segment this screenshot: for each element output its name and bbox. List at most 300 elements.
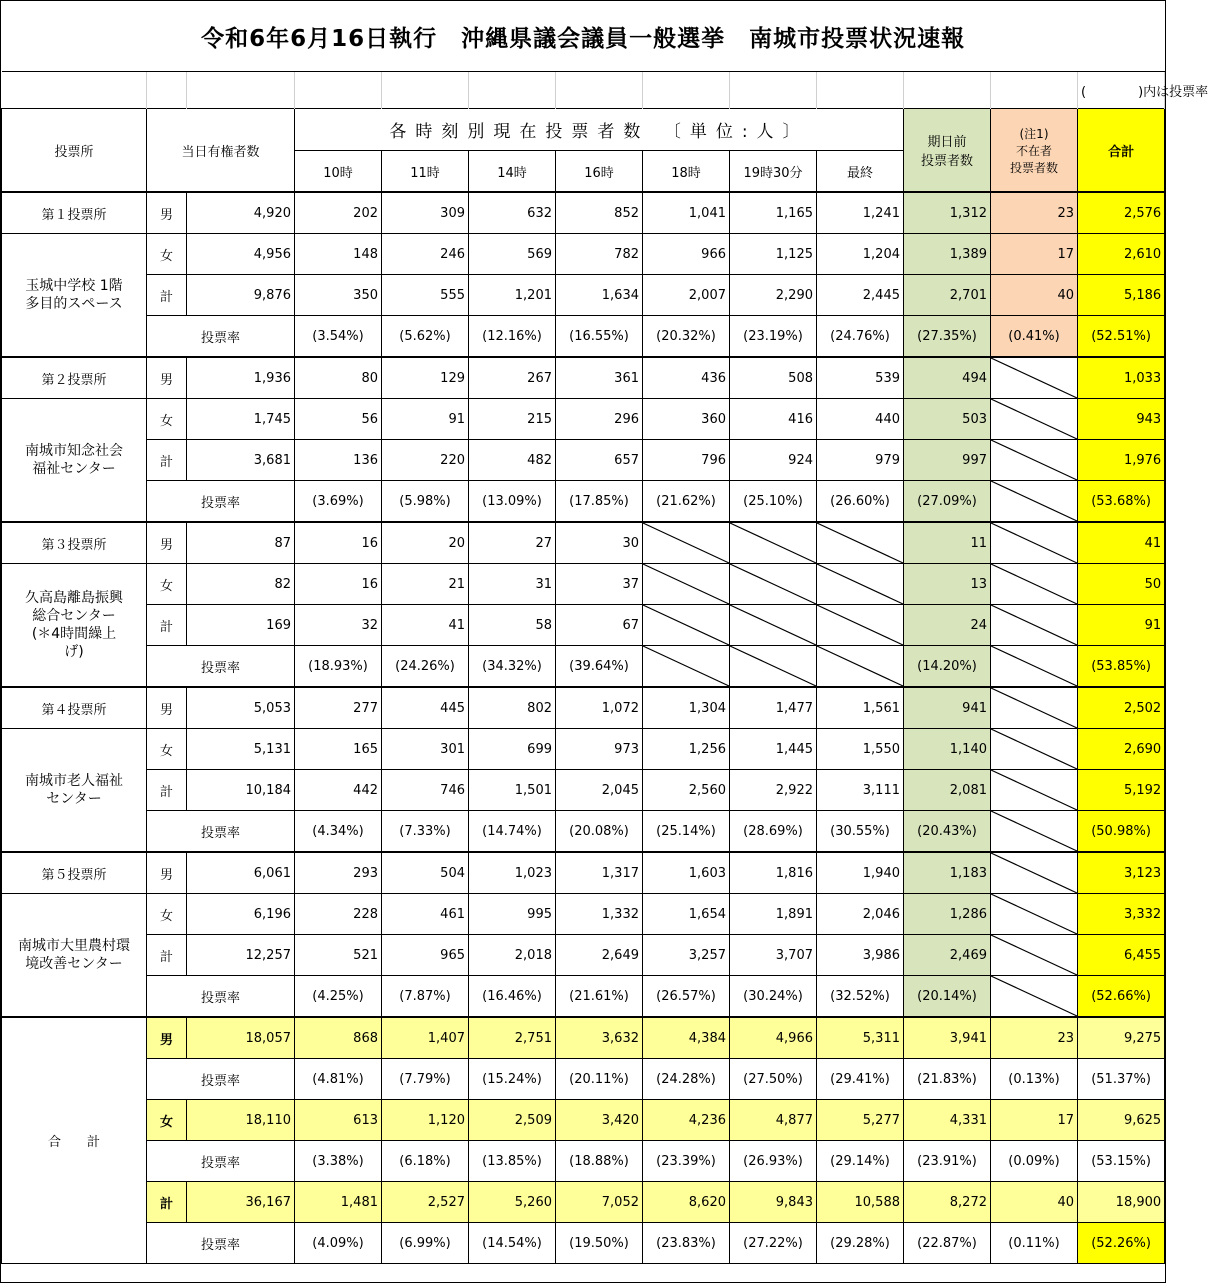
rate-cell: (4.25%): [295, 976, 382, 1018]
count-cell: 16: [295, 564, 382, 605]
count-cell: 30: [556, 522, 643, 564]
total-cell: 1,033: [1078, 357, 1165, 399]
empty-cell: [382, 72, 469, 109]
count-cell: 1,501: [469, 770, 556, 811]
count-cell: 1,304: [643, 687, 730, 729]
count-cell: 1,332: [556, 894, 643, 935]
header-voters: 当日有権者数: [147, 109, 295, 193]
voters-cell: 6,196: [187, 894, 295, 935]
empty-cell: [991, 646, 1078, 688]
summary-rate: (27.50%): [730, 1059, 817, 1100]
count-cell: 461: [382, 894, 469, 935]
table-row: [2, 522, 1165, 564]
rate-cell: (20.08%): [556, 811, 643, 853]
count-cell: 2,649: [556, 935, 643, 976]
summary-rate-absentee: (0.11%): [991, 1223, 1078, 1264]
count-cell: 1,241: [817, 192, 904, 234]
count-cell: 129: [382, 357, 469, 399]
empty-cell: [817, 564, 904, 605]
rate-cell: (17.85%): [556, 481, 643, 523]
diagonal-slash: [991, 523, 1077, 563]
header-time-0: 10時: [295, 151, 382, 193]
count-cell: 361: [556, 357, 643, 399]
diagonal-slash: [991, 853, 1077, 893]
table-row: [2, 1059, 1165, 1100]
empty-cell: [817, 605, 904, 646]
station-id: 第５投票所: [2, 852, 147, 894]
table-row: [2, 811, 1165, 853]
diagonal-slash: [991, 440, 1077, 480]
count-cell: 16: [295, 522, 382, 564]
diagonal-slash: [817, 646, 903, 686]
empty-cell: [643, 605, 730, 646]
count-cell: 1,072: [556, 687, 643, 729]
count-cell: 979: [817, 440, 904, 481]
early-cell: 941: [904, 687, 991, 729]
count-cell: 277: [295, 687, 382, 729]
summary-count: 4,236: [643, 1100, 730, 1141]
rate-cell: (3.54%): [295, 316, 382, 358]
count-cell: 924: [730, 440, 817, 481]
rate-total: (52.66%): [1078, 976, 1165, 1018]
table-row: [2, 687, 1165, 729]
count-cell: 2,290: [730, 275, 817, 316]
count-cell: 20: [382, 522, 469, 564]
early-cell: 24: [904, 605, 991, 646]
count-cell: 1,317: [556, 852, 643, 894]
count-cell: 555: [382, 275, 469, 316]
count-cell: 148: [295, 234, 382, 275]
count-cell: 521: [295, 935, 382, 976]
rate-cell: (25.14%): [643, 811, 730, 853]
rate-cell: (21.61%): [556, 976, 643, 1018]
count-cell: 2,018: [469, 935, 556, 976]
summary-voters: 36,167: [187, 1182, 295, 1223]
empty-cell: [991, 935, 1078, 976]
rate-cell: (7.87%): [382, 976, 469, 1018]
count-cell: 1,816: [730, 852, 817, 894]
station-id: 第４投票所: [2, 687, 147, 729]
summary-early: 4,331: [904, 1100, 991, 1141]
count-cell: 267: [469, 357, 556, 399]
rate-cell: (14.74%): [469, 811, 556, 853]
count-cell: 350: [295, 275, 382, 316]
rate-total: (53.85%): [1078, 646, 1165, 688]
empty-cell: [991, 522, 1078, 564]
count-cell: 796: [643, 440, 730, 481]
header-time-3: 16時: [556, 151, 643, 193]
gender-label: 計: [147, 770, 187, 811]
diagonal-slash: [991, 646, 1077, 686]
count-cell: 445: [382, 687, 469, 729]
total-cell: 50: [1078, 564, 1165, 605]
rate-cell: (39.64%): [556, 646, 643, 688]
empty-cell: [991, 357, 1078, 399]
station-place: 南城市大里農村環 境改善センター: [2, 894, 147, 1018]
summary-voters: 18,057: [187, 1017, 295, 1059]
voting-status-table: [1, 1, 1208, 1264]
empty-cell: [991, 399, 1078, 440]
diagonal-slash: [991, 935, 1077, 975]
count-cell: 2,045: [556, 770, 643, 811]
header-time-1: 11時: [382, 151, 469, 193]
early-cell: 1,389: [904, 234, 991, 275]
rate-cell: (28.69%): [730, 811, 817, 853]
summary-count: 868: [295, 1017, 382, 1059]
summary-count: 1,120: [382, 1100, 469, 1141]
summary-rate-early: (21.83%): [904, 1059, 991, 1100]
rate-early: (14.20%): [904, 646, 991, 688]
rate-label: 投票率: [147, 811, 295, 853]
count-cell: 1,550: [817, 729, 904, 770]
count-cell: 2,922: [730, 770, 817, 811]
empty-cell: [991, 481, 1078, 523]
count-cell: 973: [556, 729, 643, 770]
summary-count: 4,966: [730, 1017, 817, 1059]
absentee-cell: 23: [991, 192, 1078, 234]
count-cell: 3,111: [817, 770, 904, 811]
summary-rate: (19.50%): [556, 1223, 643, 1264]
rate-cell: (26.60%): [817, 481, 904, 523]
early-cell: 1,183: [904, 852, 991, 894]
summary-rate: (7.79%): [382, 1059, 469, 1100]
rate-cell: (4.34%): [295, 811, 382, 853]
rate-cell: (5.62%): [382, 316, 469, 358]
voters-cell: 1,745: [187, 399, 295, 440]
voters-cell: 5,053: [187, 687, 295, 729]
summary-count: 3,632: [556, 1017, 643, 1059]
count-cell: 699: [469, 729, 556, 770]
gender-label: 女: [147, 729, 187, 770]
rate-total: (52.51%): [1078, 316, 1165, 358]
diagonal-slash: [991, 564, 1077, 604]
rate-label: 投票率: [147, 646, 295, 688]
count-cell: 58: [469, 605, 556, 646]
count-cell: 3,986: [817, 935, 904, 976]
summary-rate: (13.85%): [469, 1141, 556, 1182]
count-cell: 136: [295, 440, 382, 481]
summary-gender: 男: [147, 1017, 187, 1059]
summary-count: 5,260: [469, 1182, 556, 1223]
summary-rate-early: (23.91%): [904, 1141, 991, 1182]
summary-rate-total: (52.26%): [1078, 1223, 1165, 1264]
summary-count: 5,277: [817, 1100, 904, 1141]
count-cell: 215: [469, 399, 556, 440]
count-cell: 3,257: [643, 935, 730, 976]
diagonal-slash: [817, 605, 903, 645]
summary-count: 2,509: [469, 1100, 556, 1141]
diagonal-slash: [991, 729, 1077, 769]
count-cell: 228: [295, 894, 382, 935]
count-cell: 504: [382, 852, 469, 894]
gender-label: 計: [147, 440, 187, 481]
count-cell: 1,654: [643, 894, 730, 935]
total-cell: 3,123: [1078, 852, 1165, 894]
total-cell: 2,610: [1078, 234, 1165, 275]
count-cell: 21: [382, 564, 469, 605]
summary-count: 3,420: [556, 1100, 643, 1141]
table-row: [2, 770, 1165, 811]
summary-rate: (20.11%): [556, 1059, 643, 1100]
station-place: 南城市知念社会 福祉センター: [2, 399, 147, 523]
diagonal-slash: [991, 399, 1077, 439]
diagonal-slash: [643, 605, 729, 645]
summary-rate-absentee: (0.09%): [991, 1141, 1078, 1182]
count-cell: 965: [382, 935, 469, 976]
summary-count: 8,620: [643, 1182, 730, 1223]
voters-cell: 5,131: [187, 729, 295, 770]
station-id: 第３投票所: [2, 522, 147, 564]
diagonal-slash: [643, 523, 729, 563]
page-title: 令和6年6月16日執行 沖縄県議会議員一般選挙 南城市投票状況速報: [2, 1, 1165, 72]
diagonal-slash: [991, 976, 1077, 1016]
summary-count: 7,052: [556, 1182, 643, 1223]
total-cell: 5,186: [1078, 275, 1165, 316]
voters-cell: 1,936: [187, 357, 295, 399]
count-cell: 436: [643, 357, 730, 399]
diagonal-slash: [991, 811, 1077, 851]
count-cell: 746: [382, 770, 469, 811]
count-cell: 3,707: [730, 935, 817, 976]
count-cell: 1,041: [643, 192, 730, 234]
count-cell: 508: [730, 357, 817, 399]
count-cell: 1,603: [643, 852, 730, 894]
summary-total: 9,625: [1078, 1100, 1165, 1141]
summary-count: 4,384: [643, 1017, 730, 1059]
count-cell: 1,165: [730, 192, 817, 234]
rate-cell: (24.26%): [382, 646, 469, 688]
summary-total: 18,900: [1078, 1182, 1165, 1223]
summary-rate: (29.28%): [817, 1223, 904, 1264]
table-row: [2, 1223, 1165, 1264]
empty-cell: [991, 976, 1078, 1018]
rate-absentee: (0.41%): [991, 316, 1078, 358]
summary-rate: (27.22%): [730, 1223, 817, 1264]
summary-count: 4,877: [730, 1100, 817, 1141]
header-station: 投票所: [2, 109, 147, 193]
count-cell: 995: [469, 894, 556, 935]
rate-cell: (13.09%): [469, 481, 556, 523]
table-row: [2, 192, 1165, 234]
diagonal-slash: [991, 605, 1077, 645]
count-cell: 632: [469, 192, 556, 234]
summary-rate: (4.09%): [295, 1223, 382, 1264]
gender-label: 女: [147, 564, 187, 605]
count-cell: 37: [556, 564, 643, 605]
empty-cell: [817, 646, 904, 688]
rate-total: (50.98%): [1078, 811, 1165, 853]
early-cell: 503: [904, 399, 991, 440]
count-cell: 657: [556, 440, 643, 481]
total-cell: 41: [1078, 522, 1165, 564]
count-cell: 416: [730, 399, 817, 440]
empty-cell: [643, 646, 730, 688]
count-cell: 1,204: [817, 234, 904, 275]
diagonal-slash: [817, 564, 903, 604]
table-row: [2, 1182, 1165, 1223]
table-row: [2, 234, 1165, 275]
header-time-2: 14時: [469, 151, 556, 193]
diagonal-slash: [991, 894, 1077, 934]
count-cell: 56: [295, 399, 382, 440]
table-row: [2, 894, 1165, 935]
rate-cell: (24.76%): [817, 316, 904, 358]
early-cell: 1,140: [904, 729, 991, 770]
summary-count: 2,527: [382, 1182, 469, 1223]
count-cell: 67: [556, 605, 643, 646]
voters-cell: 10,184: [187, 770, 295, 811]
gender-label: 男: [147, 357, 187, 399]
rate-cell: (21.62%): [643, 481, 730, 523]
empty-cell: [730, 522, 817, 564]
summary-count: 1,481: [295, 1182, 382, 1223]
count-cell: 296: [556, 399, 643, 440]
early-cell: 494: [904, 357, 991, 399]
early-cell: 1,312: [904, 192, 991, 234]
header-time-4: 18時: [643, 151, 730, 193]
rate-early: (27.09%): [904, 481, 991, 523]
empty-cell: [991, 72, 1078, 109]
total-cell: 2,576: [1078, 192, 1165, 234]
summary-early: 3,941: [904, 1017, 991, 1059]
summary-label: 合 計: [2, 1017, 147, 1264]
empty-cell: [556, 72, 643, 109]
table-row: [2, 605, 1165, 646]
empty-cell: [991, 894, 1078, 935]
count-cell: 32: [295, 605, 382, 646]
rate-label: 投票率: [147, 481, 295, 523]
count-cell: 1,634: [556, 275, 643, 316]
summary-rate: (6.99%): [382, 1223, 469, 1264]
table-row: [2, 440, 1165, 481]
rate-label: 投票率: [147, 1059, 295, 1100]
count-cell: 2,560: [643, 770, 730, 811]
table-row: [2, 852, 1165, 894]
total-cell: 1,976: [1078, 440, 1165, 481]
gender-label: 男: [147, 687, 187, 729]
empty-cell: [295, 72, 382, 109]
empty-cell: [643, 522, 730, 564]
summary-total: 9,275: [1078, 1017, 1165, 1059]
empty-cell: [187, 72, 295, 109]
gender-label: 男: [147, 852, 187, 894]
absentee-cell: 17: [991, 234, 1078, 275]
total-cell: 2,502: [1078, 687, 1165, 729]
rate-cell: (32.52%): [817, 976, 904, 1018]
early-cell: 2,701: [904, 275, 991, 316]
count-cell: 309: [382, 192, 469, 234]
gender-label: 計: [147, 935, 187, 976]
summary-rate: (6.18%): [382, 1141, 469, 1182]
diagonal-slash: [643, 564, 729, 604]
count-cell: 246: [382, 234, 469, 275]
count-cell: 301: [382, 729, 469, 770]
empty-cell: [991, 770, 1078, 811]
summary-gender: 女: [147, 1100, 187, 1141]
station-id: 第２投票所: [2, 357, 147, 399]
rate-cell: (30.55%): [817, 811, 904, 853]
early-cell: 1,286: [904, 894, 991, 935]
summary-rate-total: (53.15%): [1078, 1141, 1165, 1182]
rate-cell: (34.32%): [469, 646, 556, 688]
gender-label: 女: [147, 234, 187, 275]
count-cell: 165: [295, 729, 382, 770]
diagonal-slash: [730, 523, 816, 563]
gender-label: 女: [147, 894, 187, 935]
count-cell: 1,023: [469, 852, 556, 894]
voters-cell: 9,876: [187, 275, 295, 316]
voters-cell: 4,956: [187, 234, 295, 275]
total-cell: 3,332: [1078, 894, 1165, 935]
summary-absentee: 17: [991, 1100, 1078, 1141]
early-cell: 11: [904, 522, 991, 564]
voters-cell: 87: [187, 522, 295, 564]
empty-cell: [991, 729, 1078, 770]
header-time-5: 19時30分: [730, 151, 817, 193]
header-early: 期日前 投票者数: [904, 109, 991, 193]
rate-total: (53.68%): [1078, 481, 1165, 523]
summary-rate: (23.83%): [643, 1223, 730, 1264]
rate-cell: (20.32%): [643, 316, 730, 358]
summary-rate: (14.54%): [469, 1223, 556, 1264]
station-place: 玉城中学校 1階 多目的スペース: [2, 234, 147, 358]
empty-cell: [730, 72, 817, 109]
summary-rate: (26.93%): [730, 1141, 817, 1182]
summary-count: 2,751: [469, 1017, 556, 1059]
count-cell: 539: [817, 357, 904, 399]
gender-label: 計: [147, 275, 187, 316]
summary-rate-early: (22.87%): [904, 1223, 991, 1264]
table-row: [2, 109, 1165, 151]
table-row: [2, 399, 1165, 440]
gender-label: 女: [147, 399, 187, 440]
count-cell: 1,256: [643, 729, 730, 770]
gender-label: 男: [147, 192, 187, 234]
summary-rate-absentee: (0.13%): [991, 1059, 1078, 1100]
diagonal-slash: [643, 646, 729, 686]
table-row: [2, 316, 1165, 358]
summary-early: 8,272: [904, 1182, 991, 1223]
empty-cell: [2, 72, 147, 109]
table-row: [2, 729, 1165, 770]
empty-cell: [147, 72, 187, 109]
empty-cell: [817, 522, 904, 564]
summary-rate: (23.39%): [643, 1141, 730, 1182]
rate-label: 投票率: [147, 1141, 295, 1182]
rate-cell: (30.24%): [730, 976, 817, 1018]
early-cell: 2,081: [904, 770, 991, 811]
rate-cell: (18.93%): [295, 646, 382, 688]
voters-cell: 12,257: [187, 935, 295, 976]
diagonal-slash: [730, 605, 816, 645]
summary-absentee: 23: [991, 1017, 1078, 1059]
table-row: [2, 1, 1165, 72]
total-cell: 91: [1078, 605, 1165, 646]
header-total: 合計: [1078, 109, 1165, 193]
early-cell: 13: [904, 564, 991, 605]
empty-cell: [991, 564, 1078, 605]
diagonal-slash: [991, 770, 1077, 810]
rate-label: 投票率: [147, 1223, 295, 1264]
count-cell: 2,445: [817, 275, 904, 316]
count-cell: 1,201: [469, 275, 556, 316]
absentee-cell: 40: [991, 275, 1078, 316]
total-cell: 6,455: [1078, 935, 1165, 976]
empty-cell: [991, 811, 1078, 853]
summary-count: 10,588: [817, 1182, 904, 1223]
rate-label: 投票率: [147, 976, 295, 1018]
empty-cell: [730, 646, 817, 688]
